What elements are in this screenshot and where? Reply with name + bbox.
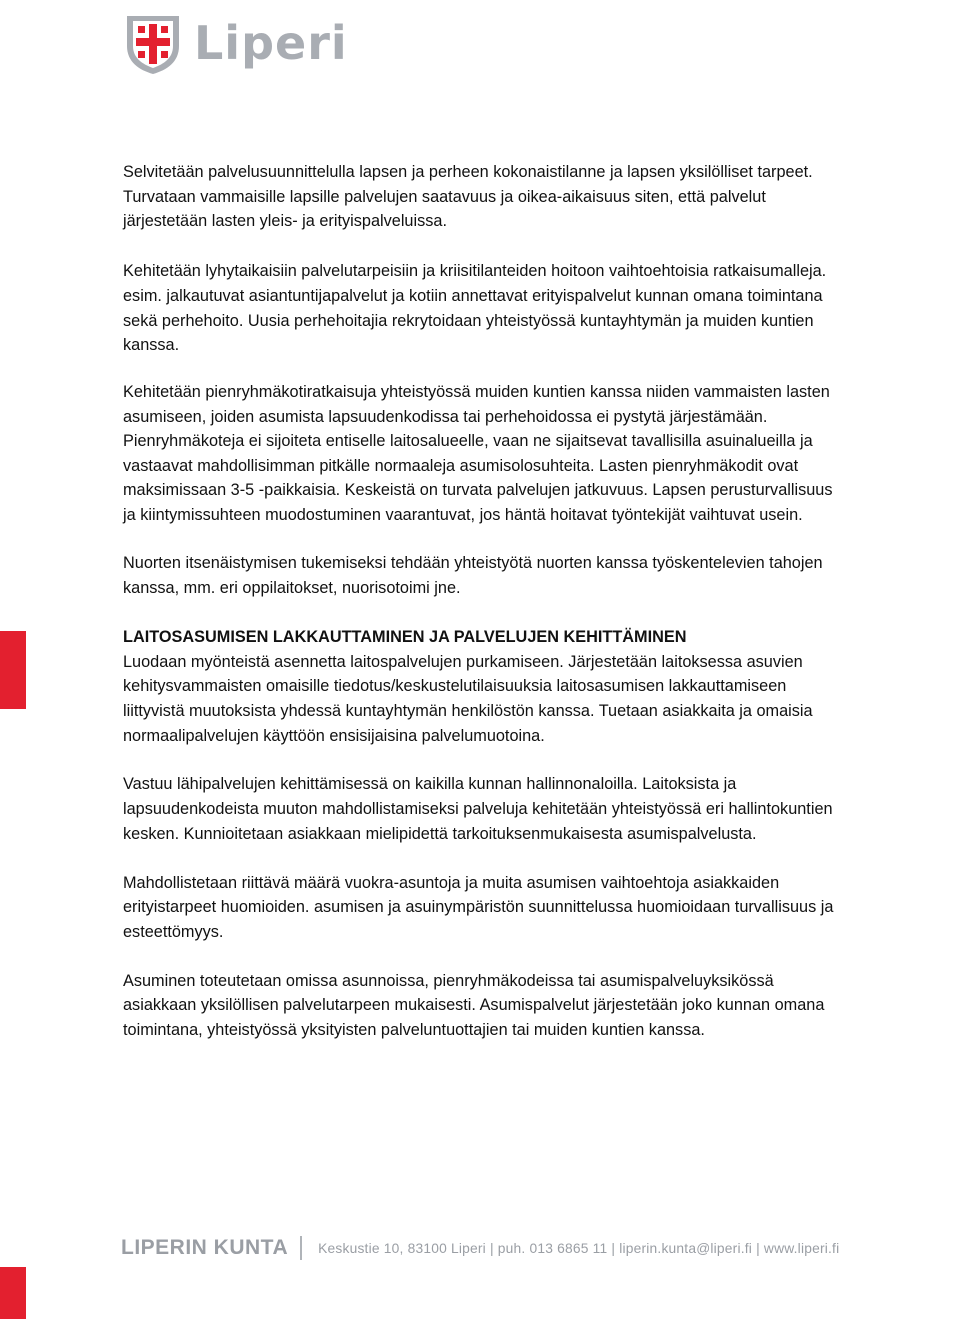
paragraph-youth-independence: Nuorten itsenäistymisen tukemiseksi tehdään yhteistyötä nuorten kanssa työskentelevien tahojen kanssa, mm. eri oppilaitokset, nuorisotoimi jne. <box>123 554 823 598</box>
cross-emblem-icon <box>121 12 185 76</box>
paragraph-institution-closure: Luodaan myönteistä asennetta laitospalvelujen purkamiseen. Järjestetään laitoksessa asuvien kehitysvammaisten omaisille tiedotus/keskustelutilaisuuksia laitosasumisen lakkauttamiseen liittyvistä muutoksista yhdessä kuntayhtymän henkilöstön kanssa. Tuetaan asiakkaita ja omaisia normaalipalvelujen käyttöön ensisijaisina palvelumuotoina. <box>123 652 813 745</box>
paragraph-crisis-services: Kehitetään lyhytaikaisiin palvelutarpeisiin ja kriisitilanteiden hoitoon vaihtoehtoisia ratkaisumalleja. esim. jalkautuvat asiantuntijapalvelut ja kotiin annettavat erityispalvelut kunnan omana toimintana sekä perhehoito. Uusia perhehoitajia rekrytoidaan yhteistyössä kuntayhtymän ja muiden kuntien kanssa. <box>123 262 827 355</box>
paragraph-responsibility: Vastuu lähipalvelujen kehittämisessä on kaikilla kunnan hallinnonaloilla. Laitoksista ja lapsuudenkodeista muuton mahdollistamiseksi palveluja kehitetään yhteistyössä eri hallintokuntien kesken. Kunnioitetaan asiakkaan mielipidettä tarkoituksenmukaisesta asumispalvelusta. <box>123 775 833 843</box>
footer <box>121 1233 839 1263</box>
side-accent-bar <box>0 631 26 709</box>
paragraph-rental-housing: Mahdollistetaan riittävä määrä vuokra-asuntoja ja muita asumisen vaihtoehtoja asiakkaiden erityistarpeet huomioiden. asumisen ja asuinympäristön suunnittelussa huomioidaan turvallisuus ja esteettömyys. <box>123 873 834 941</box>
footer-org-name: LIPERIN KUNTA <box>121 1236 289 1259</box>
liperi-logo <box>121 12 351 80</box>
paragraph-small-group-homes: Kehitetään pienryhmäkotiratkaisuja yhteistyössä muiden kuntien kanssa niiden vammaisten lasten asumiseen, joiden asumista lapsuudenkodissa tai perhehoidossa ei pystytä järjestämään. Pienryhmäkoteja ei sijoiteta entiselle laitosalueelle, vaan ne sijaitsevat tavallisilla asuinalueilla ja vastaavat mahdollisimman pitkälle normaaleja asumisolosuhteita. Lasten pienryhmäkodit ovat maksimissaan 3-5 -paikkaisia. Keskeistä on turvata palvelujen jatkuvuus. Lapsen perusturvallisuus ja kiintymissuhteen muodostuminen vaarantuvat, jos häntä hoitavat työntekijät vaihtuvat usein. <box>123 382 833 524</box>
paragraph-intro: Selvitetään palvelusuunnittelulla lapsen ja perheen kokonaistilanne ja lapsen yksilölliset tarpeet. Turvataan vammaisille lapsille palvelujen saatavuus ja oikea-aikaisuus siten, että palvelut järjestetään lasten yleis- ja erityispalveluissa. <box>123 163 813 231</box>
footer-divider <box>300 1236 302 1260</box>
paragraph-housing-arrangements: Asuminen toteutetaan omissa asunnoissa, pienryhmäkodeissa tai asumispalveluyksikössä asiakkaan yksilöllisen palvelutarpeen mukaisesti. Asumispalvelut järjestetään joko kunnan omana toimintana, yhteistyössä yksityisten palveluntuottajien tai muiden kuntien kanssa. <box>123 971 825 1040</box>
section-heading: LAITOSASUMISEN LAKKAUTTAMINEN JA PALVELUJEN KEHITTÄMINEN <box>123 627 687 646</box>
side-accent-bar-bottom <box>0 1267 26 1319</box>
document-body <box>123 160 843 1043</box>
footer-contact-info: Keskustie 10, 83100 Liperi | puh. 013 6865 11 | liperin.kunta@liperi.fi | www.liperi.fi <box>318 1240 840 1256</box>
logo-wordmark: Liperi <box>194 16 348 70</box>
